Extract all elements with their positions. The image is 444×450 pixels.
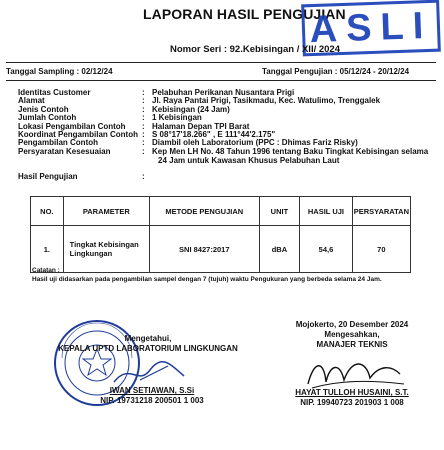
table-header: HASIL UJI xyxy=(300,197,352,226)
table-row xyxy=(31,226,411,273)
info-label: Koordinat Pengambilan Contoh xyxy=(18,130,138,139)
info-label: Pengambilan Contoh xyxy=(18,138,98,147)
info-value-continued: 24 Jam untuk Kawasan Khusus Pelabuhan Laut xyxy=(158,156,340,165)
table-header: NO. xyxy=(31,197,64,226)
signer-left xyxy=(72,386,232,406)
table-header: PERSYARATAN xyxy=(352,197,410,226)
info-label: Jumlah Contoh xyxy=(18,113,77,122)
signer-left-name: IWAN SETIAWAN, S.Si xyxy=(109,386,195,395)
signature-block-left xyxy=(48,334,248,354)
table-header-row xyxy=(31,197,411,226)
info-value: Diambil oleh Laboratorium (PPC : Dhimas Fariz Risky) xyxy=(152,138,358,147)
parameter-line: Tingkat Kebisingan xyxy=(69,240,139,249)
signer-right-name: HAYAT TULLOH HUSAINI, S.T. xyxy=(295,388,409,397)
info-value: Kebisingan (24 Jam) xyxy=(152,105,230,114)
parameter-line: Lingkungan xyxy=(69,249,113,258)
signer-right-nip: NIP. 19940723 201903 1 008 xyxy=(300,398,404,407)
cell-method: SNI 8427:2017 xyxy=(149,226,259,273)
signature-left xyxy=(110,358,190,388)
notes-label: Catatan : xyxy=(32,267,60,274)
info-value: Pelabuhan Perikanan Nusantara Prigi xyxy=(152,88,295,97)
serial-number: Nomor Seri : 92.Kebisingan / XII/ 2024 xyxy=(170,44,341,55)
signature-block-right xyxy=(282,320,422,350)
sign-left-line1: Mengetahui, xyxy=(124,334,172,343)
info-value: Jl. Raya Pantai Prigi, Tasikmadu, Kec. Watulimo, Trenggalek xyxy=(152,96,381,105)
divider xyxy=(6,62,436,63)
results-table xyxy=(30,196,411,273)
info-value: 1 Kebisingan xyxy=(152,113,202,122)
info-value: Halaman Depan TPI Barat xyxy=(152,122,250,131)
info-label: Alamat xyxy=(18,96,45,105)
test-date: Tanggal Pengujian : 05/12/24 - 20/12/24 xyxy=(262,67,410,76)
signer-left-nip: NIP. 19731218 200501 1 003 xyxy=(100,396,204,405)
table-header: METODE PENGUJIAN xyxy=(149,197,259,226)
sampling-date: Tanggal Sampling : 02/12/24 xyxy=(6,67,113,76)
table-header: UNIT xyxy=(259,197,300,226)
info-value: S 08°17'18.266" , E 111°44'2.175" xyxy=(152,130,276,139)
report-title: LAPORAN HASIL PENGUJIAN xyxy=(143,6,346,22)
info-label: Persyaratan Kesesuaian xyxy=(18,147,111,156)
cell-unit: dBA xyxy=(259,226,300,273)
info-label: Lokasi Pengambilan Contoh xyxy=(18,122,126,131)
sign-right-line1: Mengesahkan, xyxy=(324,330,380,339)
info-label: Jenis Contoh xyxy=(18,105,69,114)
cell-no: 1. xyxy=(31,226,64,273)
info-label: Hasil Pengujian xyxy=(18,172,78,181)
cell-parameter xyxy=(63,226,149,273)
notes xyxy=(32,267,382,284)
notes-text: Hasil uji didasarkan pada pengambilan sampel dengan 7 (tujuh) waktu Pengukuran yang berbeda selama 24 Jam. xyxy=(32,275,382,283)
divider xyxy=(6,80,436,81)
place-date: Mojokerto, 20 Desember 2024 xyxy=(295,320,409,329)
cell-requirement: 70 xyxy=(352,226,410,273)
asli-stamp: ASLI xyxy=(301,0,441,56)
table-header: PARAMETER xyxy=(63,197,149,226)
cell-result: 54,6 xyxy=(300,226,352,273)
info-label: Identitas Customer xyxy=(18,88,91,97)
sign-left-line2: KEPALA UPTD LABORATORIUM LINGKUNGAN xyxy=(58,344,238,353)
sign-right-line2: MANAJER TEKNIS xyxy=(316,340,388,349)
info-value: Kep Men LH No. 48 Tahun 1996 tentang Baku Tingkat Kebisingan selama xyxy=(152,147,429,156)
signer-right xyxy=(282,388,422,408)
